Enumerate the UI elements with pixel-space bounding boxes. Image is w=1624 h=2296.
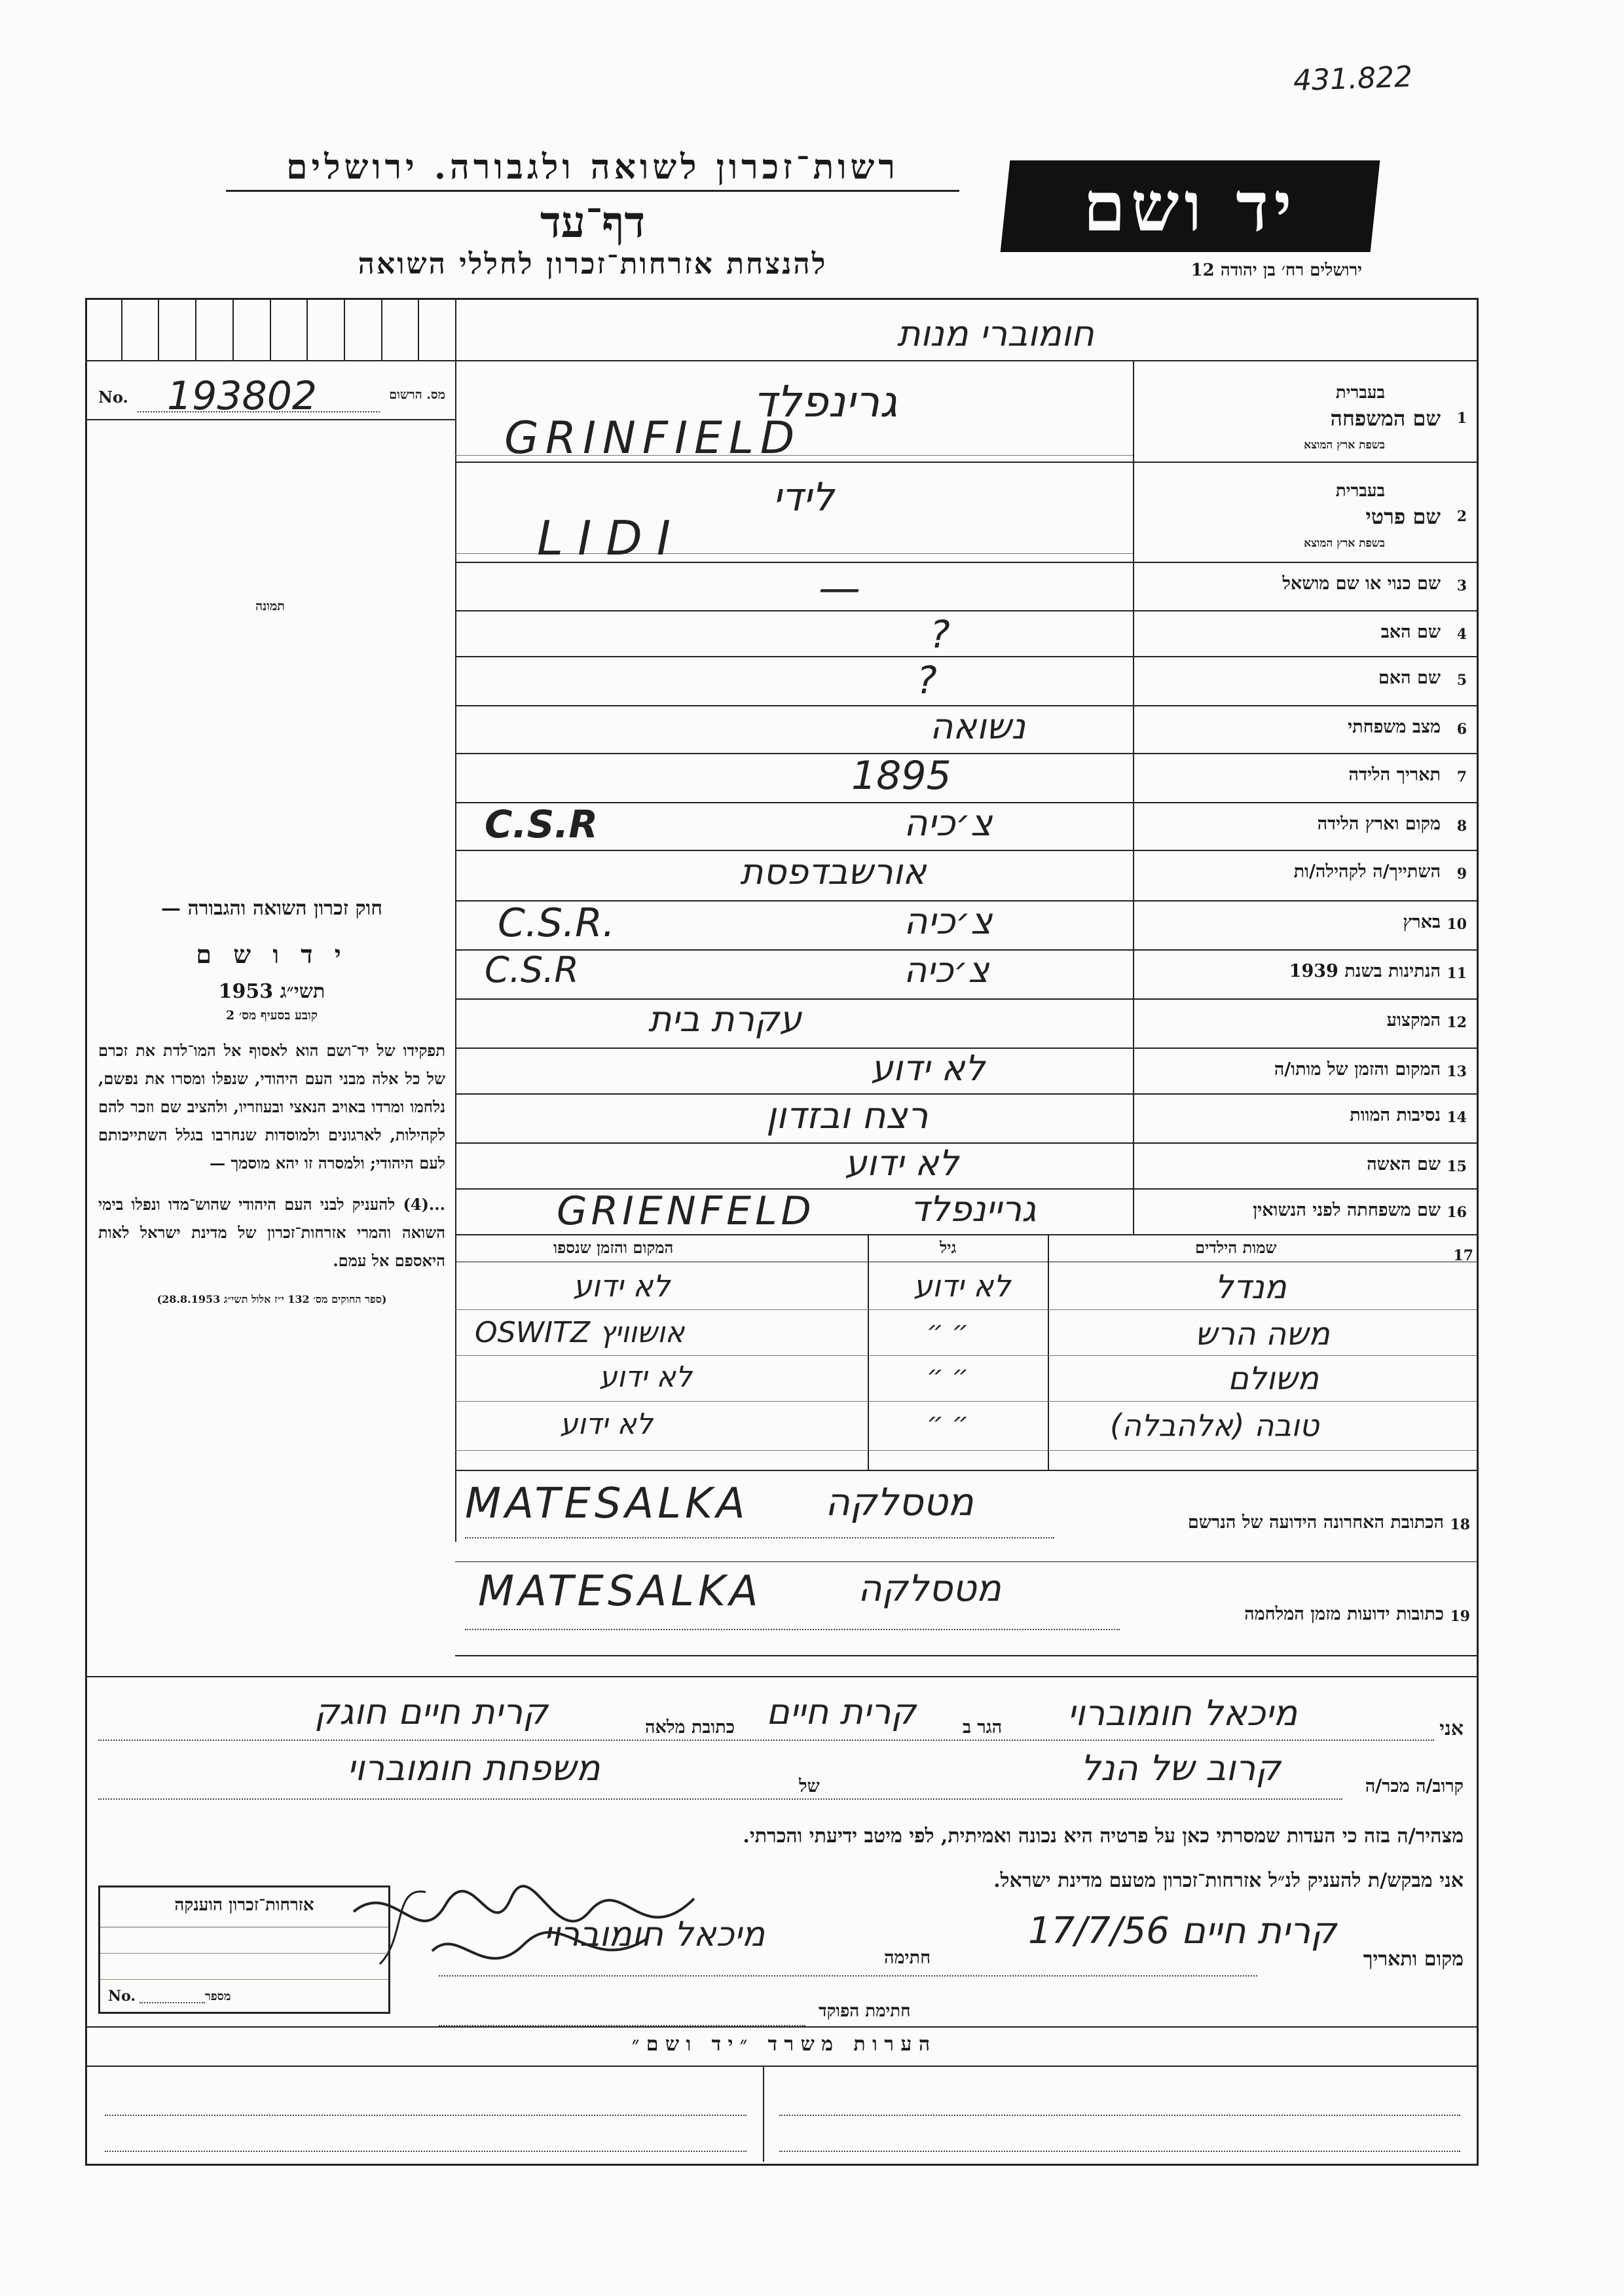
decl-statement1: מצהיר/ה בזה כי העדות שמסרתי כאן על פרטיה היא נכונה ואמיתית, לפי מיטב ידיעתי והכרתי.: [743, 1825, 1464, 1848]
form-title: דף־עד: [540, 196, 646, 247]
child-4-age: ״ ״: [927, 1408, 969, 1438]
field-12: [1136, 1001, 1470, 1047]
registration-number: [98, 373, 445, 419]
field-13: [1136, 1050, 1470, 1093]
field-4: [1136, 613, 1470, 656]
grant-box-number-label: מספר: [205, 1990, 231, 2003]
field-19-value: מטסלקה: [858, 1567, 1001, 1610]
field-1-num: 1: [1456, 410, 1467, 427]
registration-label: מס. הרשום: [389, 388, 445, 402]
field-13-value: לא ידוע: [871, 1048, 986, 1089]
field-13-num: 13: [1447, 1063, 1467, 1080]
field-1-sub2: בשפת ארץ המוצא: [1304, 439, 1385, 452]
law-year: תשי״ג 1953: [218, 980, 325, 1003]
decl-family-value: משפחת חומוברוי: [347, 1747, 600, 1789]
law-box: [98, 897, 445, 1306]
law-paragraph-main: תפקידו של יד־ושם הוא לאסוף אל המו־לדת את זכרם של כל אלה מבני העם היהודי, שנפלו ומסרו את נפשם, נלחמו ומרדו באויב הנאצי ובעוזריו, ולהציב שם וזכר להם לקהילות, לארגונים ולמוסדות שנחרבו בגלל השתייכותם לעם היהודי; ולמסרה זו יהא מוסמך —: [98, 1041, 445, 1173]
field-10-label: בארץ: [1403, 912, 1441, 932]
photo-label: תמונה: [255, 599, 285, 613]
decl-relative-value: קרוב של הנל: [1080, 1747, 1281, 1789]
decl-relative-label: קרוב/ה מכר/ה: [1365, 1776, 1464, 1796]
field-6-label: מצב משפחתי: [1348, 717, 1441, 737]
field-8: [1136, 805, 1470, 850]
child-4-place: לא ידוע: [560, 1408, 653, 1441]
field-1-sub1: בעברית: [1335, 383, 1385, 403]
registration-no-label: No.: [98, 388, 128, 407]
child-2-place: אושוויץ OSWITZ: [475, 1316, 685, 1349]
field-8-label: מקום וארץ הלידה: [1317, 814, 1441, 834]
decl-statement2: אני מבקש/ת להעניק לנ״ל אזרחות־זכרון מטעם מדינת ישראל.: [993, 1869, 1464, 1892]
field-19: [458, 1565, 1473, 1656]
field-1: [1136, 367, 1470, 458]
field-8-num: 8: [1456, 818, 1467, 835]
children-col-names: שמות הילדים: [1195, 1238, 1277, 1257]
field-14-label: נסיבות המוות: [1350, 1105, 1441, 1125]
field-16-value-latin: GRIENFELD: [557, 1188, 815, 1234]
field-7-num: 7: [1456, 769, 1467, 786]
signature-scribble: [341, 1872, 707, 1990]
grant-box: [98, 1886, 390, 2014]
top-strip-boxes: [85, 298, 455, 360]
field-19-label: כתובות ידועות מזמן המלחמה: [1244, 1604, 1444, 1624]
decl-address-label: כתובת מלאה: [645, 1717, 735, 1738]
field-10-value: צ׳כיה: [904, 900, 993, 943]
field-11-num: 11: [1447, 965, 1467, 982]
field-6-num: 6: [1456, 721, 1467, 738]
field-9-num: 9: [1456, 866, 1467, 883]
field-12-num: 12: [1447, 1014, 1467, 1031]
field-16-label: שם משפחתה לפני הנשואין: [1253, 1200, 1441, 1220]
field-11-label: הנתינות בשנת 1939: [1289, 961, 1441, 981]
field-16: [1136, 1191, 1470, 1234]
decl-place-date-label: מקום ותאריך: [1363, 1948, 1464, 1971]
decl-signature-label: חתימה: [884, 1948, 931, 1968]
child-1-age: לא ידוע: [913, 1268, 1011, 1303]
child-3-name: משולם: [1228, 1360, 1319, 1397]
law-citation: (ספר החוקים מס׳ 132 י״ז אלול תשי״ג 28.8.1953): [157, 1293, 387, 1305]
child-1-name: מנדל: [1215, 1268, 1287, 1306]
field-1-value1: גרינפלד: [753, 376, 898, 427]
children-num: 17: [1453, 1247, 1473, 1264]
grant-box-no-label: No.: [108, 1988, 136, 2005]
child-4-name: טובה (אלהבלה): [1110, 1408, 1320, 1443]
authority-line: רשות־זכרון לשואה ולגבורה. ירושלים: [226, 147, 959, 192]
child-1-place: לא ידוע: [573, 1268, 671, 1303]
field-11: [1136, 952, 1470, 998]
decl-ani: אני: [1439, 1717, 1464, 1740]
field-9-label: השתייך/ה לקהילה/ות: [1293, 862, 1441, 882]
law-clause: קובע בסעיף מס׳ 2: [225, 1008, 318, 1023]
field-18-value: מטסלקה: [825, 1480, 974, 1524]
field-18: [458, 1473, 1473, 1565]
field-15-num: 15: [1447, 1158, 1467, 1175]
office-remarks-title: ה ע ר ו ת מ ש ר ד ״ י ד ו ש ם ״: [631, 2033, 931, 2056]
field-2-sub2: בשפת ארץ המוצא: [1304, 537, 1385, 550]
decl-shel: של: [799, 1776, 820, 1796]
decl-place-date-value: קרית חיים 17/7/56: [1028, 1910, 1337, 1952]
field-3-value: —: [819, 564, 860, 613]
decl-address-value: קרית חיים חוגק: [314, 1691, 548, 1732]
field-4-label: שם האב: [1380, 622, 1441, 642]
children-col-place: המקום והזמן שנספו: [553, 1238, 674, 1257]
field-15-label: שם האשה: [1367, 1154, 1441, 1175]
field-18-label: הכתובת האחרונה הידועה של הנרשם: [1187, 1512, 1444, 1533]
field-14: [1136, 1096, 1470, 1142]
field-10-num: 10: [1447, 916, 1467, 933]
field-1-value2: GRINFIELD: [504, 412, 802, 464]
field-6: [1136, 708, 1470, 754]
field-8-value-latin: C.S.R: [485, 802, 599, 847]
field-11-value-latin: C.S.R: [485, 949, 579, 991]
law-paragraph-sub: ...(4) להעניק לבני העם היהודי שהוש־מדו ונפלו בימי השואה והמרי אזרחות־זכרון של מדינת ישראל לאות היאספם אל עמם.: [98, 1195, 445, 1270]
field-9-value: אורשבדפסת: [740, 851, 927, 892]
children-table: [455, 1234, 1477, 1470]
field-3: [1136, 564, 1470, 610]
field-19-num: 19: [1450, 1608, 1470, 1625]
field-12-value: עקרת בית: [648, 998, 802, 1040]
field-5-value: ?: [917, 658, 937, 702]
field-10-value-latin: C.S.R.: [498, 900, 615, 946]
registration-value: 193802: [167, 373, 318, 419]
field-6-value: נשואה: [930, 706, 1025, 747]
field-5: [1136, 659, 1470, 704]
form-subtitle: להנצחת אזרחות־זכרון לחללי השואה: [358, 247, 828, 281]
decl-gar-value: קרית חיים: [766, 1691, 916, 1732]
field-8-value: צ׳כיה: [904, 802, 993, 845]
field-4-num: 4: [1456, 626, 1467, 643]
field-14-value: רצח ובזדון: [766, 1095, 929, 1137]
grant-box-title: אזרחות־זכרון הוענקה: [174, 1895, 314, 1915]
field-2-value2: LIDI: [537, 511, 686, 566]
child-2-age: ״ ״: [927, 1316, 969, 1346]
decl-ani-value: מיכאל חומוברוי: [1067, 1692, 1298, 1734]
field-13-label: המקום והזמן של מותו/ה: [1274, 1059, 1441, 1080]
field-18-num: 18: [1450, 1516, 1470, 1533]
law-org: י ד ו ש ם: [196, 939, 348, 969]
field-16-num: 16: [1447, 1204, 1467, 1221]
child-3-age: ״ ״: [927, 1360, 969, 1391]
field-2-num: 2: [1456, 508, 1467, 525]
yad-vashem-logo: [1001, 160, 1380, 252]
child-3-place: לא ידוע: [599, 1360, 692, 1394]
corner-number: 431.822: [1293, 60, 1413, 98]
field-1-label: שם המשפחה: [1330, 406, 1441, 431]
field-11-value: צ׳כיה: [904, 949, 989, 991]
law-title: חוק זכרון השואה והגבורה —: [161, 897, 382, 920]
field-12-label: המקצוע: [1386, 1010, 1441, 1030]
field-7-label: תאריך הלידה: [1348, 765, 1441, 785]
field-10: [1136, 903, 1470, 949]
field-15: [1136, 1145, 1470, 1188]
field-2: [1136, 465, 1470, 560]
field-7-value: 1895: [851, 753, 951, 799]
children-col-age: גיל: [940, 1238, 957, 1257]
field-14-num: 14: [1447, 1109, 1467, 1126]
field-2-label: שם פרטי: [1365, 504, 1441, 529]
field-3-label: שם כנוי או שם מושאל: [1282, 574, 1441, 594]
child-2-name: משה הרש: [1195, 1316, 1330, 1353]
logo-text: יד ושם: [1083, 166, 1297, 247]
field-3-num: 3: [1456, 577, 1467, 594]
field-9: [1136, 852, 1470, 898]
field-5-label: שם האם: [1378, 668, 1441, 688]
field-7: [1136, 756, 1470, 801]
top-strip-handwriting: חומוברי מנות: [897, 313, 1094, 354]
field-4-value: ?: [930, 612, 950, 657]
field-19-value-latin: MATESALKA: [478, 1567, 762, 1616]
field-2-sub1: בעברית: [1335, 481, 1385, 501]
address: ירושלים רח׳ בן יהודה 12: [1190, 261, 1362, 280]
field-16-value: גריינפלד: [910, 1188, 1037, 1230]
field-5-num: 5: [1456, 672, 1467, 689]
decl-officer-label: חתימת הפוקד: [819, 2001, 911, 2021]
field-2-value1: לידי: [773, 475, 834, 520]
field-15-value: לא ידוע: [845, 1142, 959, 1184]
decl-gar-b: הגר ב: [963, 1717, 1003, 1738]
field-18-value-latin: MATESALKA: [465, 1480, 749, 1528]
decl-signature-value: מיכאל חומוברוי: [544, 1915, 766, 1954]
